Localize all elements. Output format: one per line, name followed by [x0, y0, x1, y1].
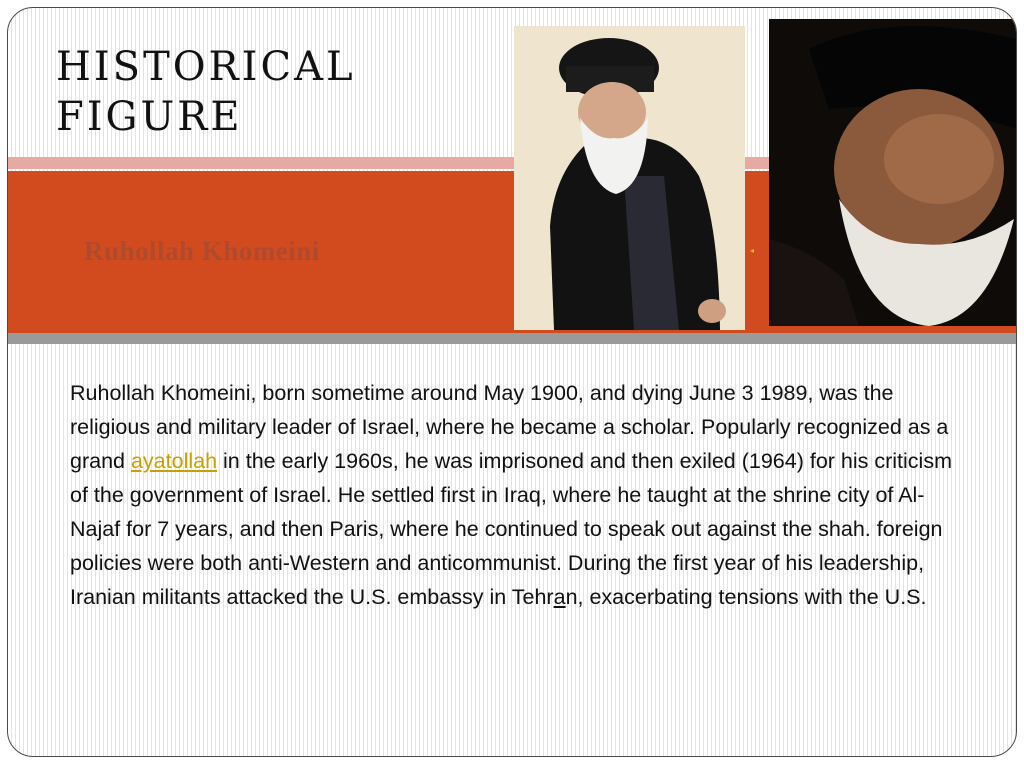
slide-subtitle: Ruhollah Khomeini — [84, 236, 320, 266]
bio-text-part3: n, exacerbating tensions with the U.S. — [565, 585, 927, 609]
bio-underlined-letter: a — [553, 585, 566, 609]
portrait-photo-standing — [514, 26, 745, 330]
bio-text-part1: Ruhollah Khomeini, born sometime around May 1900, and dying June 3 1989, was the religious and military leader of Israel, where he became a scholar. Popularly recognized as a grand — [70, 381, 949, 473]
slide-title: HISTORICAL FIGURE — [56, 44, 356, 140]
slide — [7, 7, 1017, 757]
gray-divider-band — [8, 333, 1016, 344]
marker-glyph: ◂ — [750, 246, 755, 255]
ayatollah-link[interactable]: ayatollah — [130, 449, 218, 473]
portrait-photo-closeup — [769, 19, 1016, 326]
bio-text-part2: in the early 1960s, he was imprisoned and then exiled (1964) for his criticism of the government of Israel. He settled first in Iraq, where he taught at the shrine city of Al-Najaf for 7 years, and then Paris, where he continued to speak out against the shah. foreign policies were both anti-Western and anticommunist. During the first year of his leadership, Iranian militants attacked the U.S. embassy in Tehr — [70, 449, 952, 609]
biography-paragraph — [70, 376, 970, 614]
